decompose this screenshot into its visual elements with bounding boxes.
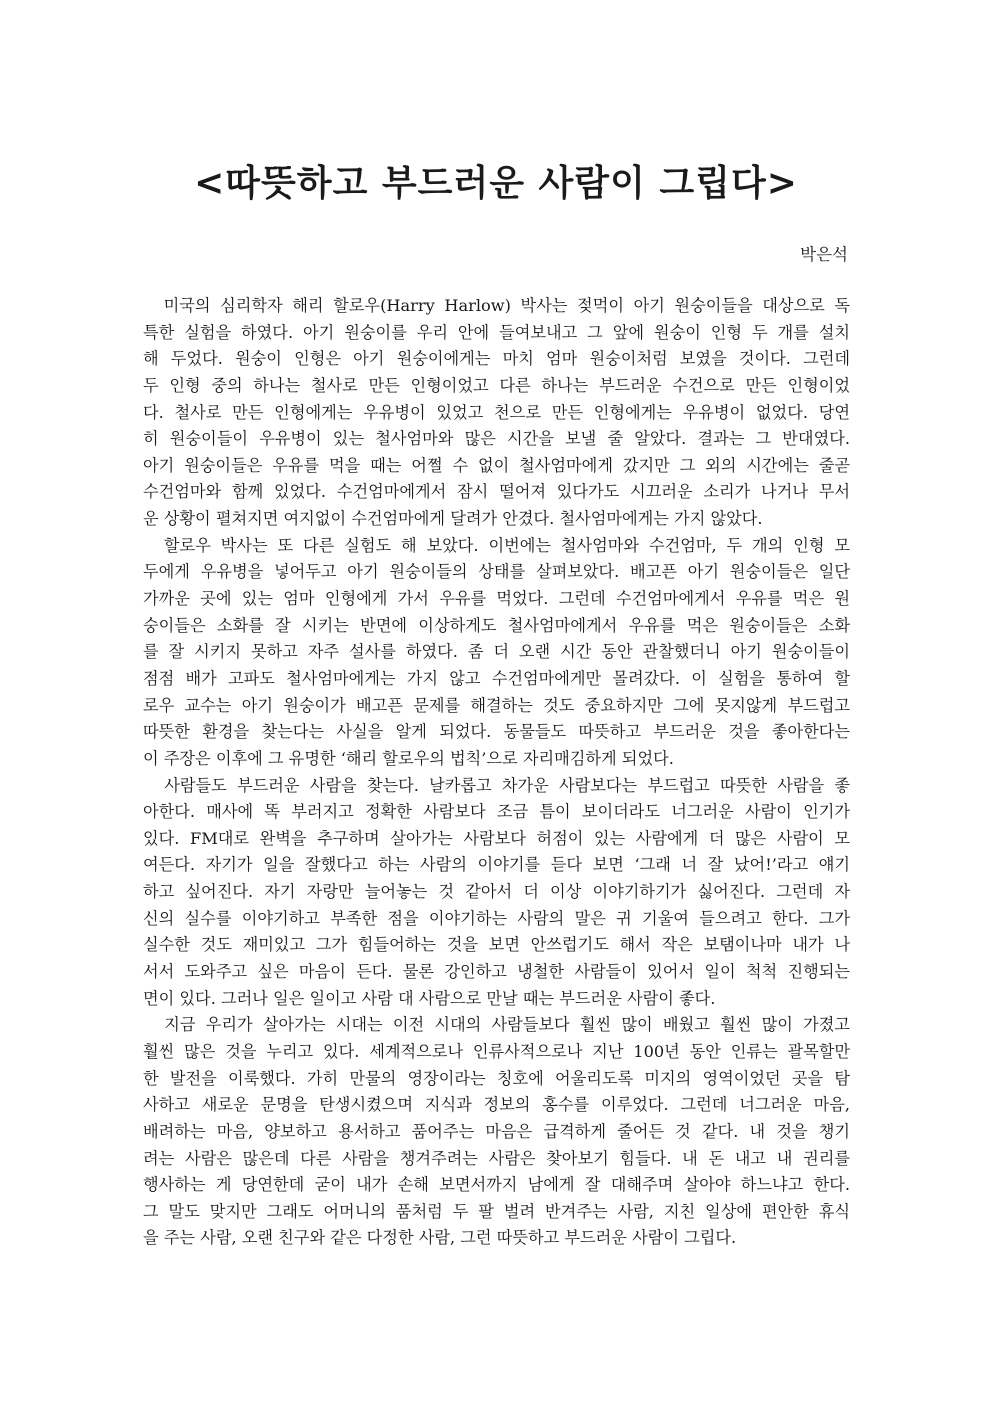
body-line: 실수한 것도 재미있고 그가 힘들어하는 것을 보면 안쓰럽기도 해서 작은 보탬이나마 내가 나 (143, 935, 850, 955)
body-line: 숭이들은 소화를 잘 시키는 반면에 이상하게도 철사엄마에게서 우유를 먹은 원숭이들은 소화 (143, 615, 850, 635)
body-line: 아한다. 매사에 똑 부러지고 정확한 사람보다 조금 틈이 보이더라도 너그러운 사람이 인기가 (143, 802, 850, 822)
body-line: 서서 도와주고 싶은 마음이 든다. 물론 강인하고 냉철한 사람들이 있어서 일이 척척 진행되는 (143, 962, 850, 982)
body-line: 을 주는 사람, 오랜 친구와 같은 다정한 사람, 그런 따뜻하고 부드러운 사람이 그립다. (143, 1228, 737, 1248)
body-line: 수건엄마와 함께 있었다. 수건엄마에게서 잠시 떨어져 있다가도 시끄러운 소리가 나거나 무서 (143, 482, 850, 502)
body-line: 로우 교수는 아기 원숭이가 배고픈 문제를 해결하는 것도 중요하지만 그에 못지않게 부드럽고 (143, 695, 850, 715)
body-line: 신의 실수를 이야기하고 부족한 점을 이야기하는 사람의 말은 귀 기울여 들으려고 한다. 그가 (143, 908, 850, 928)
essay-body (143, 293, 850, 1252)
body-line: 점점 배가 고파도 철사엄마에게는 가지 않고 수건엄마에게만 몰려갔다. 이 실험을 통하여 할 (143, 668, 850, 688)
body-line: 특한 실험을 하였다. 아기 원숭이를 우리 안에 들여보내고 그 앞에 원숭이 인형 두 개를 설치 (143, 322, 850, 342)
body-line: 다. 철사로 만든 인형에게는 우유병이 있었고 천으로 만든 인형에게는 우유병이 없었다. 당연 (143, 402, 850, 422)
body-line: 훨씬 많은 것을 누리고 있다. 세계적으로나 인류사적으로나 지난 100년 동안 인류는 괄목할만 (143, 1041, 850, 1061)
body-line: 사람들도 부드러운 사람을 찾는다. 날카롭고 차가운 사람보다는 부드럽고 따뜻한 사람을 좋 (143, 775, 850, 795)
body-line: 있다. FM대로 완벽을 추구하며 살아가는 사람보다 허점이 있는 사람에게 더 많은 사람이 모 (143, 828, 850, 848)
body-line: 아기 원숭이들은 우유를 먹을 때는 어쩔 수 없이 철사엄마에게 갔지만 그 외의 시간에는 줄곧 (143, 455, 850, 475)
body-line: 운 상황이 펼쳐지면 여지없이 수건엄마에게 달려가 안겼다. 철사엄마에게는 가지 않았다. (143, 509, 763, 529)
body-line: 가까운 곳에 있는 엄마 인형에게 가서 우유를 먹었다. 그런데 수건엄마에게서 우유를 먹은 원 (143, 589, 850, 609)
body-line: 하고 싶어진다. 자기 자랑만 늘어놓는 것 같아서 더 이상 이야기하기가 싫어진다. 그런데 자 (143, 882, 850, 902)
body-line: 배려하는 마음, 양보하고 용서하고 품어주는 마음은 급격하게 줄어든 것 같다. 내 것을 챙기 (143, 1121, 850, 1141)
body-line: 히 원숭이들이 우유병이 있는 철사엄마와 많은 시간을 보낼 줄 알았다. 결과는 그 반대였다. (143, 429, 850, 449)
author-name: 박은석 (800, 245, 848, 264)
body-line: 이 주장은 이후에 그 유명한 ‘해리 할로우의 법칙’으로 자리매김하게 되었다. (143, 748, 674, 768)
document-title: <따뜻하고 부드러운 사람이 그립다> (194, 162, 798, 204)
body-line: 여든다. 자기가 일을 잘했다고 하는 사람의 이야기를 듣다 보면 ‘그래 너 잘 났어!’라고 얘기 (143, 855, 850, 875)
body-line: 행사하는 게 당연한데 굳이 내가 손해 보면서까지 남에게 잘 대해주며 살아야 하느냐고 한다. (143, 1175, 850, 1195)
body-line: 따뜻한 환경을 찾는다는 사실을 알게 되었다. 동물들도 따뜻하고 부드러운 것을 좋아한다는 (143, 722, 851, 742)
body-line: 그 말도 맞지만 그래도 어머니의 품처럼 두 팔 벌려 반겨주는 사람, 지친 일상에 편안한 휴식 (143, 1201, 850, 1221)
body-line: 두에게 우유병을 넣어두고 아기 원숭이들의 상태를 살펴보았다. 배고픈 아기 원숭이들은 일단 (143, 562, 850, 582)
body-line: 미국의 심리학자 해리 할로우(Harry Harlow) 박사는 젖먹이 아기 원숭이들을 대상으로 독 (143, 296, 850, 315)
body-line: 할로우 박사는 또 다른 실험도 해 보았다. 이번에는 철사엄마와 수건엄마, 두 개의 인형 모 (143, 535, 850, 555)
body-line: 한 발전을 이룩했다. 가히 만물의 영장이라는 칭호에 어울리도록 미지의 영역이었던 곳을 탐 (143, 1068, 850, 1088)
body-line: 려는 사람은 많은데 다른 사람을 챙겨주려는 사람은 찾아보기 힘들다. 내 돈 내고 내 권리를 (143, 1148, 850, 1168)
body-line: 사하고 새로운 문명을 탄생시켰으며 지식과 정보의 홍수를 이루었다. 그런데 너그러운 마음, (143, 1095, 850, 1115)
body-line: 면이 있다. 그러나 일은 일이고 사람 대 사람으로 만날 때는 부드러운 사람이 좋다. (143, 988, 716, 1008)
body-line: 지금 우리가 살아가는 시대는 이전 시대의 사람들보다 훨씬 많이 배웠고 훨씬 많이 가졌고 (143, 1015, 850, 1035)
body-line: 를 잘 시키지 못하고 자주 설사를 하였다. 좀 더 오랜 시간 동안 관찰했더니 아기 원숭이들이 (143, 642, 850, 662)
body-line: 두 인형 중의 하나는 철사로 만든 인형이었고 다른 하나는 부드러운 수건으로 만든 인형이었 (143, 375, 850, 395)
body-line: 해 두었다. 원숭이 인형은 아기 원숭이에게는 마치 엄마 원숭이처럼 보였을 것이다. 그런데 (143, 349, 850, 369)
